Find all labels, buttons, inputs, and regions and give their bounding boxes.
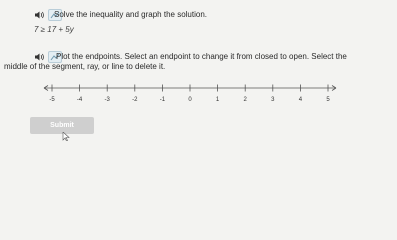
mouse-cursor-icon bbox=[62, 132, 70, 141]
submit-button[interactable]: Submit bbox=[30, 117, 94, 134]
number-line-tick-label: -1 bbox=[159, 97, 166, 103]
speaker-icon[interactable] bbox=[34, 10, 44, 20]
number-line-tick-label: 5 bbox=[326, 97, 330, 103]
number-line-tick-label: 3 bbox=[271, 97, 275, 103]
number-line-tick-label: 4 bbox=[298, 97, 303, 103]
number-line-tick-label: 0 bbox=[188, 97, 192, 103]
question2-instruction-line2: middle of the segment, ray, or line to delete it. bbox=[4, 62, 166, 71]
number-line[interactable] bbox=[40, 81, 340, 117]
number-line-tick-label: 1 bbox=[215, 97, 220, 103]
number-line-tick-label: -4 bbox=[76, 97, 83, 103]
number-line-tick-label: 2 bbox=[243, 97, 247, 103]
number-line-graph[interactable] bbox=[40, 81, 340, 117]
speaker-icon[interactable] bbox=[34, 52, 44, 62]
inequality-equation: 7 ≥ 17 + 5y bbox=[34, 25, 74, 34]
question1-instruction: Solve the inequality and graph the solution. bbox=[54, 10, 207, 19]
number-line-tick-label: -5 bbox=[49, 97, 55, 103]
number-line-tick-label: -3 bbox=[104, 97, 110, 103]
question2-instruction-line1: Plot the endpoints. Select an endpoint to change it from closed to open. Select the bbox=[56, 52, 347, 61]
number-line-tick-label: -2 bbox=[132, 97, 138, 103]
